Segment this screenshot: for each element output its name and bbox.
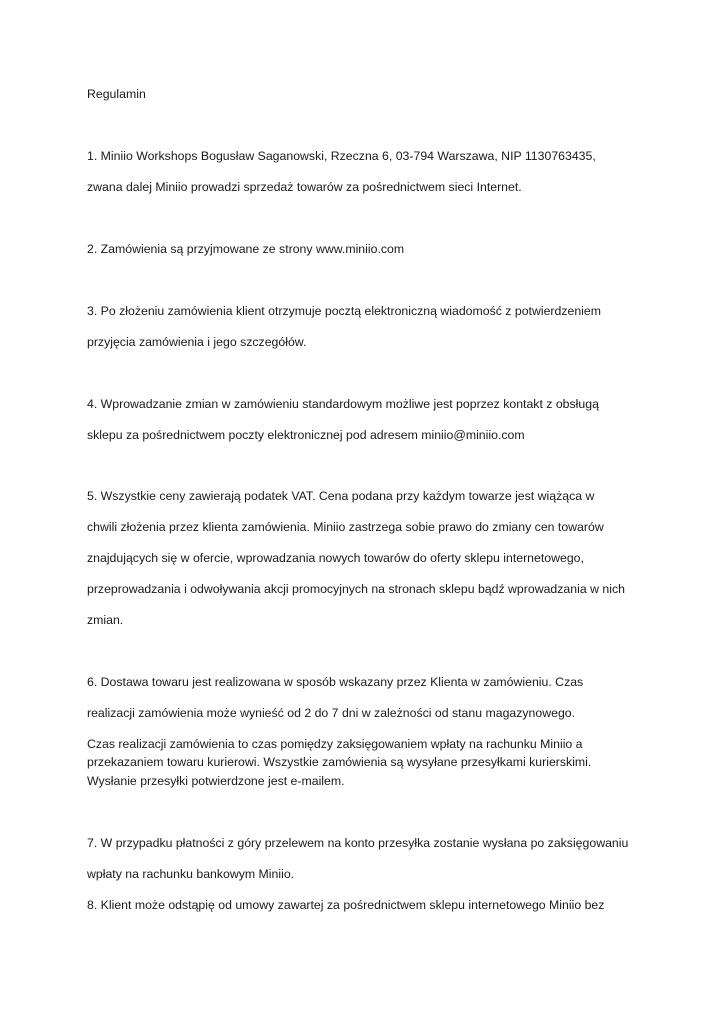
text-line: chwili złożenia przez klienta zamówienia. Miniio zastrzega sobie prawo do zmiany cen towarów <box>87 520 604 534</box>
text-line: 8. Klient może odstąpię od umowy zawartej za pośrednictwem sklepu internetowego Miniio bez <box>87 898 605 912</box>
text-line: Czas realizacji zamówienia to czas pomiędzy zaksięgowaniem wpłaty na rachunku Miniio a <box>87 737 583 751</box>
text-line: 3. Po złożeniu zamówienia klient otrzymuje pocztą elektroniczną wiadomość z potwierdzeniem <box>87 304 601 318</box>
text-line: zmian. <box>87 613 124 627</box>
document-title: Regulamin <box>87 87 146 101</box>
text-line: znajdujących się w ofercie, wprowadzania nowych towarów do oferty sklepu internetowego, <box>87 551 584 565</box>
text-line: zwana dalej Miniio prowadzi sprzedaż towarów za pośrednictwem sieci Internet. <box>87 180 522 194</box>
text-line: 7. W przypadku płatności z góry przelewem na konto przesyłka zostanie wysłana po zaksięgowaniu <box>87 836 629 850</box>
text-line: 6. Dostawa towaru jest realizowana w sposób wskazany przez Klienta w zamówieniu. Czas <box>87 675 584 689</box>
text-line: realizacji zamówienia może wynieść od 2 do 7 dni w zależności od stanu magazynowego. <box>87 706 576 720</box>
text-line: 5. Wszystkie ceny zawierają podatek VAT. Cena podana przy każdym towarze jest wiążąca w <box>87 489 595 503</box>
text-line: przyjęcia zamówienia i jego szczegółów. <box>87 335 307 349</box>
text-line: Wysłanie przesyłki potwierdzone jest e-mailem. <box>87 774 345 788</box>
text-line: wpłaty na rachunku bankowym Miniio. <box>87 867 295 881</box>
text-line: sklepu za pośrednictwem poczty elektronicznej pod adresem miniio@miniio.com <box>87 428 525 442</box>
text-line: 2. Zamówienia są przyjmowane ze strony www.miniio.com <box>87 242 405 256</box>
text-line: przeprowadzania i odwoływania akcji promocyjnych na stronach sklepu bądź wprowadzania w nich <box>87 582 625 596</box>
text-line: 4. Wprowadzanie zmian w zamówieniu standardowym możliwe jest poprzez kontakt z obsługą <box>87 397 599 411</box>
text-line: 1. Miniio Workshops Bogusław Saganowski, Rzeczna 6, 03-794 Warszawa, NIP 1130763435, <box>87 149 596 163</box>
text-line: przekazaniem towaru kurierowi. Wszystkie zamówienia są wysyłane przesyłkami kurierskimi. <box>87 755 592 769</box>
